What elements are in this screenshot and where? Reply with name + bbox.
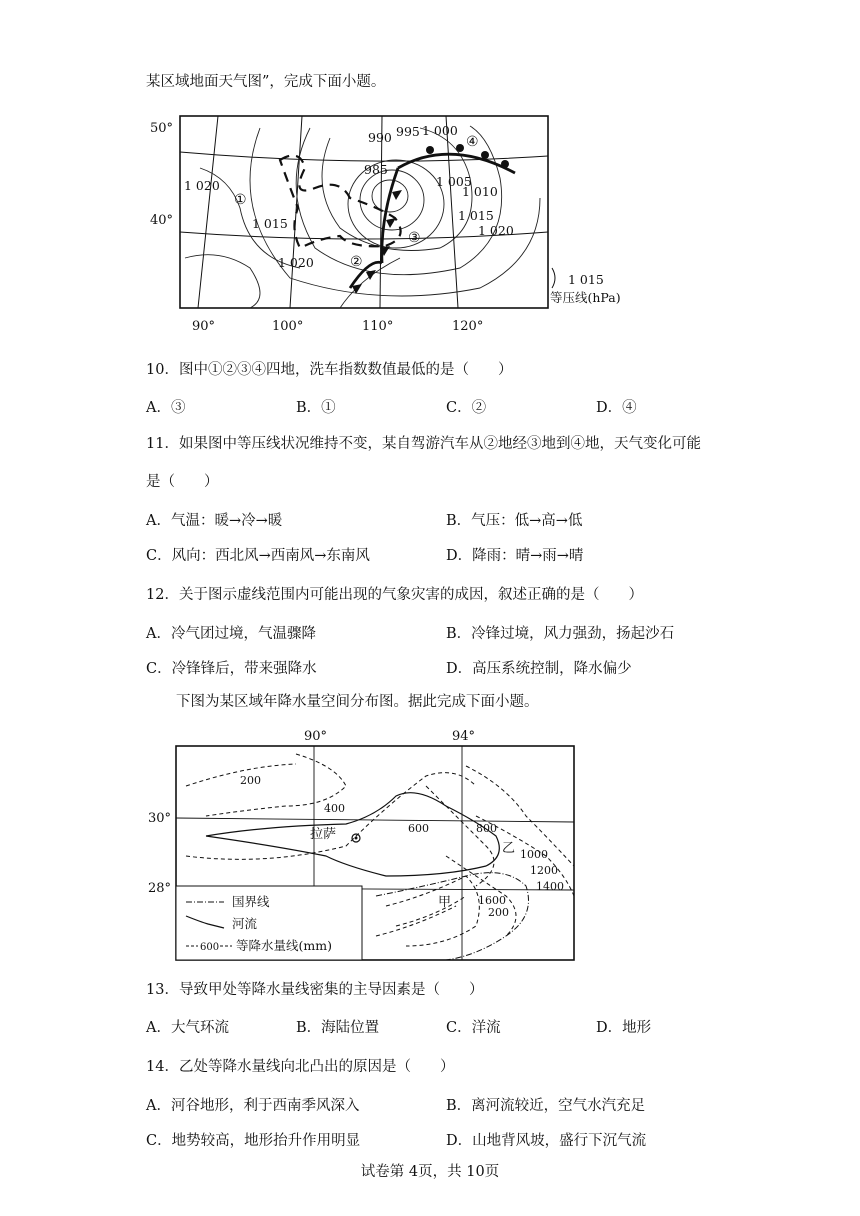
isobar-label: 1 015 [458, 208, 494, 223]
contour-label: 400 [324, 802, 345, 815]
q10-option-d[interactable]: D．④ [596, 400, 637, 416]
contour-label: 1200 [530, 864, 558, 877]
q14-option-b[interactable]: B．离河流较近，空气水汽充足 [446, 1098, 646, 1114]
lat-label-30: 30° [148, 811, 172, 826]
point-label-yi: 乙 [502, 841, 516, 856]
q10-option-a[interactable]: A．③ [146, 400, 186, 416]
lon-label-120: 120° [452, 319, 484, 334]
q13-option-b[interactable]: B．海陆位置 [296, 1020, 380, 1036]
contour-label: 200 [240, 774, 261, 787]
lat-label-28: 28° [148, 881, 172, 896]
q11-option-d[interactable]: D．降雨：晴→雨→晴 [446, 548, 584, 564]
point-label: ① [234, 192, 247, 208]
isobar-label: 1 020 [278, 255, 314, 270]
lon-label-90: 90° [304, 729, 328, 744]
legend-value: 1 015 [568, 272, 604, 287]
q12-option-b[interactable]: B．冷锋过境，风力强劲，扬起沙石 [446, 626, 675, 642]
weather-map [140, 108, 660, 338]
question-12-stem: 12．关于图示虚线范围内可能出现的气象灾害的成因，叙述正确的是（ ） [146, 587, 643, 603]
q12-option-a[interactable]: A．冷气团过境，气温骤降 [146, 626, 316, 642]
city-label: 拉萨 [310, 827, 337, 842]
intro-text: 某区域地面天气图”，完成下面小题。 [146, 74, 386, 90]
isobar-label: 1 020 [478, 223, 514, 238]
precipitation-map [146, 726, 586, 966]
legend-label: 等压线(hPa) [550, 290, 621, 305]
isobar-label: 990 [368, 130, 392, 145]
q14-option-d[interactable]: D．山地背风坡，盛行下沉气流 [446, 1133, 647, 1149]
question-11-stem-cont: 是（ ） [146, 474, 219, 490]
q13-option-a[interactable]: A．大气环流 [146, 1020, 229, 1036]
legend-border: 国界线 [232, 894, 270, 909]
legend-river: 河流 [232, 916, 258, 931]
contour-label: 800 [476, 822, 497, 835]
isobar-label: 995 [396, 124, 420, 139]
question-13-stem: 13．导致甲处等降水量线密集的主导因素是（ ） [146, 982, 484, 998]
q14-option-c[interactable]: C．地势较高，地形抬升作用明显 [146, 1133, 361, 1149]
lat-label-50: 50° [150, 121, 174, 136]
page-footer: 试卷第 4页，共 10页 [360, 1164, 500, 1180]
isobar-label: 1 010 [462, 184, 498, 199]
contour-label: 600 [408, 822, 429, 835]
q13-option-d[interactable]: D．地形 [596, 1020, 652, 1036]
q11-option-c[interactable]: C．风向：西北风→西南风→东南风 [146, 548, 370, 564]
lon-label-90: 90° [192, 319, 216, 334]
isobar-label: 1 015 [252, 216, 288, 231]
question-10-stem: 10．图中①②③④四地，洗车指数数值最低的是（ ） [146, 362, 513, 378]
q10-option-b[interactable]: B．① [296, 400, 336, 416]
q11-option-a[interactable]: A．气温：暖→冷→暖 [146, 513, 283, 529]
contour-label: 1400 [536, 880, 564, 893]
point-label: ② [350, 254, 363, 270]
isobar-label: 1 000 [422, 123, 458, 138]
q14-option-a[interactable]: A．河谷地形，利于西南季风深入 [146, 1098, 360, 1114]
contour-label: 1600 [478, 894, 506, 907]
legend-sample-value: 600 [200, 942, 220, 953]
lon-label-110: 110° [362, 319, 394, 334]
isobar-label: 985 [364, 162, 388, 177]
point-label: ③ [408, 230, 421, 246]
lon-label-94: 94° [452, 729, 476, 744]
legend-contour: 等降水量线(mm) [236, 938, 332, 953]
contour-label: 200 [488, 906, 509, 919]
lat-label-40: 40° [150, 213, 174, 228]
q12-option-d[interactable]: D．高压系统控制，降水偏少 [446, 661, 632, 677]
contour-label: 1000 [520, 848, 548, 861]
lon-label-100: 100° [272, 319, 304, 334]
q12-option-c[interactable]: C．冷锋锋后，带来强降水 [146, 661, 317, 677]
isobar-label: 1 020 [184, 178, 220, 193]
intro-text-2: 下图为某区域年降水量空间分布图。据此完成下面小题。 [176, 694, 539, 710]
point-label-jia: 甲 [438, 895, 452, 910]
q10-option-c[interactable]: C．② [446, 400, 487, 416]
isobar-label: 1 005 [436, 174, 472, 189]
q11-option-b[interactable]: B．气压：低→高→低 [446, 513, 583, 529]
point-label: ④ [466, 134, 479, 150]
q13-option-c[interactable]: C．洋流 [446, 1020, 501, 1036]
question-11-stem: 11．如果图中等压线状况维持不变，某自驾游汽车从②地经③地到④地，天气变化可能 [146, 436, 701, 452]
question-14-stem: 14．乙处等降水量线向北凸出的原因是（ ） [146, 1059, 455, 1075]
